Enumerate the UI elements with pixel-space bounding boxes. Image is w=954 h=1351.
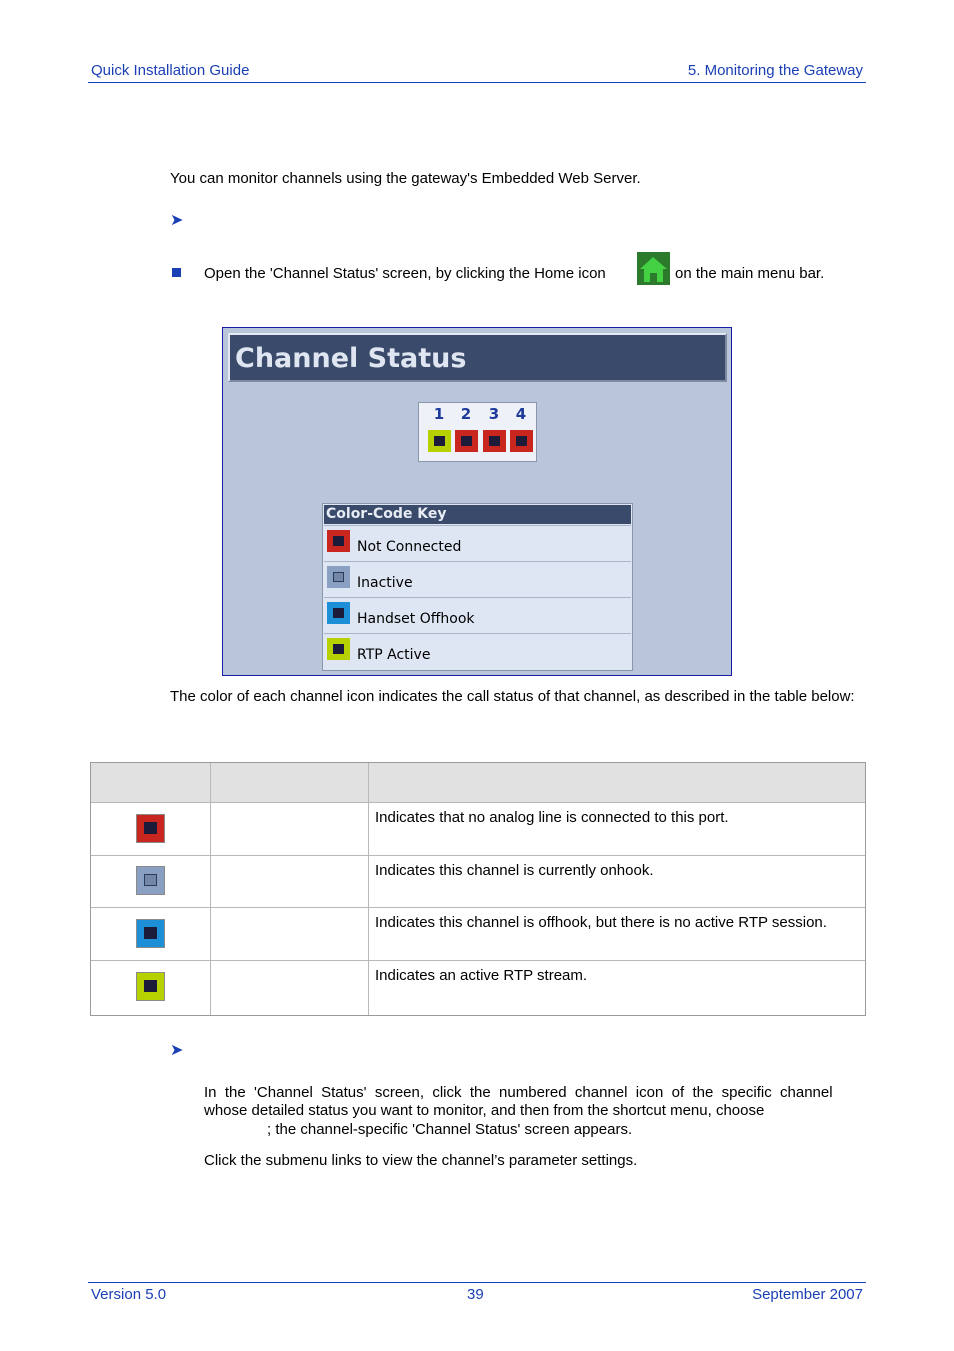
header-right: 5. Monitoring the Gateway [687, 62, 863, 79]
key-label: Not Connected [357, 539, 462, 555]
header-rule [88, 82, 866, 83]
table-cell [211, 961, 369, 1015]
key-row-not-connected [324, 525, 631, 561]
port-4-not-connected-icon[interactable] [510, 430, 533, 452]
para1-line1: In the 'Channel Status' screen, click the numbered channel icon of the specific channel [204, 1084, 833, 1101]
intro-text: You can monitor channels using the gateway's Embedded Web Server. [170, 170, 641, 187]
table-caption: The color of each channel icon indicates the call status of that channel, as described in the table below: [170, 688, 855, 705]
inactive-icon [136, 866, 165, 895]
home-icon [637, 252, 670, 285]
port-1-rtp-active-icon[interactable] [428, 430, 451, 452]
step1-text-before: Open the 'Channel Status' screen, by clicking the Home icon [204, 265, 606, 282]
para1-line2: whose detailed status you want to monitor, and then from the shortcut menu, choose [204, 1102, 765, 1119]
table-row [91, 803, 211, 856]
rtp-active-icon [327, 638, 350, 660]
channel-ports [418, 402, 537, 462]
key-row-rtp-active [324, 633, 631, 669]
table-description: Indicates an active RTP stream. [375, 967, 588, 984]
footer-left: Version 5.0 [91, 1286, 167, 1303]
color-code-key-title: Color-Code Key [326, 506, 447, 522]
not-connected-icon [136, 814, 165, 843]
table-description: Indicates that no analog line is connected to this port. [369, 803, 865, 856]
table-row [91, 961, 211, 1015]
key-label: Inactive [357, 575, 413, 591]
color-code-key [322, 503, 633, 671]
key-label: Handset Offhook [357, 611, 475, 627]
key-row-inactive [324, 561, 631, 597]
handset-offhook-icon [136, 919, 165, 948]
channel-status-title-bar [228, 333, 727, 382]
header-left: Quick Installation Guide [91, 62, 250, 79]
key-label: RTP Active [357, 647, 431, 663]
table-header-cell [211, 763, 369, 803]
not-connected-icon [327, 530, 350, 552]
table-row [91, 908, 211, 961]
channel-status-table [90, 762, 866, 1016]
table-header-cell [91, 763, 211, 803]
step1-text-after: on the main menu bar. [675, 265, 825, 282]
port-number-1[interactable]: 1 [433, 405, 445, 423]
port-3-not-connected-icon[interactable] [483, 430, 506, 452]
para2-text: Click the submenu links to view the channel’s parameter settings. [204, 1152, 638, 1169]
footer-page-number: 39 [467, 1286, 484, 1303]
table-cell [211, 803, 369, 856]
table-cell [211, 908, 369, 961]
table-description: Indicates this channel is offhook, but there is no active RTP session. [369, 908, 865, 961]
inactive-icon [327, 566, 350, 588]
footer-rule [88, 1282, 866, 1283]
channel-status-title: Channel Status [235, 343, 467, 374]
table-header-cell [369, 763, 865, 803]
arrow-icon: ➤ [170, 1042, 184, 1059]
handset-offhook-icon [327, 602, 350, 624]
channel-status-screenshot [222, 327, 732, 676]
footer-right: September 2007 [752, 1286, 863, 1303]
arrow-icon: ➤ [170, 212, 184, 229]
table-row [91, 856, 211, 908]
table-description: Indicates this channel is currently onhook. [369, 856, 865, 908]
para1-line3: ; the channel-specific 'Channel Status' screen appears. [267, 1121, 633, 1138]
port-number-3[interactable]: 3 [488, 405, 500, 423]
rtp-active-icon [136, 972, 165, 1001]
color-code-key-header [324, 505, 631, 524]
bullet-square-icon [172, 268, 181, 277]
port-number-4[interactable]: 4 [515, 405, 527, 423]
port-2-not-connected-icon[interactable] [455, 430, 478, 452]
key-row-handset-offhook [324, 597, 631, 633]
port-number-2[interactable]: 2 [460, 405, 472, 423]
table-cell [211, 856, 369, 908]
